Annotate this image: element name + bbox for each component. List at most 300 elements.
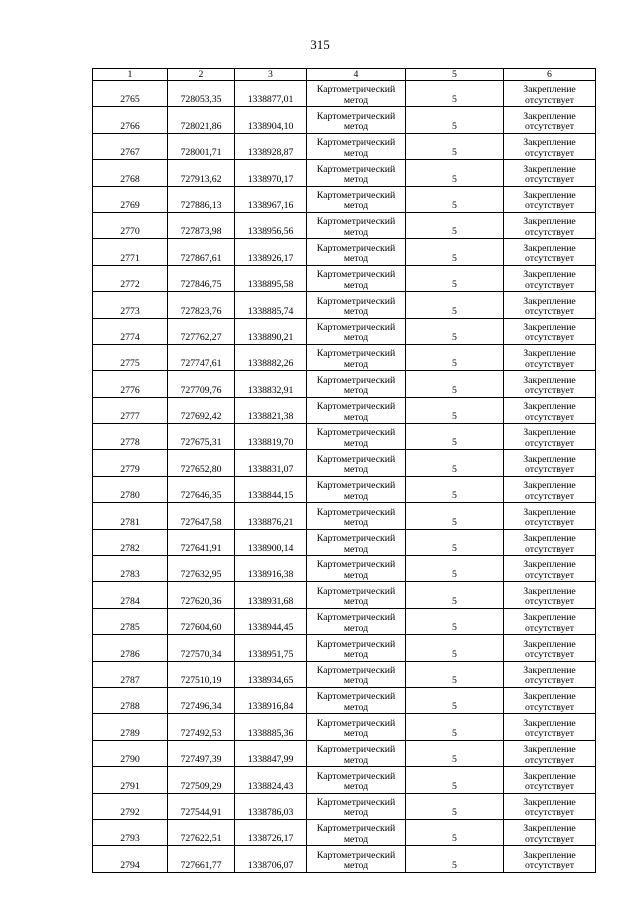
x-coordinate-cell: 727692,42 xyxy=(168,397,235,423)
x-coordinate-cell: 727913,62 xyxy=(168,160,235,186)
method-cell xyxy=(307,503,406,529)
y-coordinate-cell: 1338726,17 xyxy=(235,819,307,845)
method-line-1: Картометрический xyxy=(316,664,396,676)
method-cell xyxy=(307,81,406,107)
y-coordinate-cell: 1338967,16 xyxy=(235,186,307,212)
precision-cell: 5 xyxy=(406,160,504,186)
point-number-cell: 2781 xyxy=(93,503,168,529)
method-line-1: Картометрический xyxy=(316,137,396,149)
method-line-1: Картометрический xyxy=(316,295,396,307)
x-coordinate-cell: 727509,29 xyxy=(168,767,235,793)
method-line-1: Картометрический xyxy=(316,348,396,360)
method-cell xyxy=(307,476,406,502)
point-number-cell: 2766 xyxy=(93,107,168,133)
precision-cell: 5 xyxy=(406,476,504,502)
column-header: 1 xyxy=(93,69,168,81)
y-coordinate-cell: 1338890,21 xyxy=(235,318,307,344)
y-coordinate-cell: 1338832,91 xyxy=(235,371,307,397)
method-line-1: Картометрический xyxy=(316,612,396,624)
fixing-line-2: отсутствует xyxy=(524,200,574,212)
table-row xyxy=(93,503,596,529)
precision-cell: 5 xyxy=(406,318,504,344)
x-coordinate-cell: 727886,13 xyxy=(168,186,235,212)
fixing-cell xyxy=(504,160,596,186)
fixing-line-1: Закрепление xyxy=(523,480,576,492)
column-header: 3 xyxy=(235,69,307,81)
method-line-2: метод xyxy=(343,411,369,423)
precision-cell: 5 xyxy=(406,793,504,819)
method-line-2: метод xyxy=(343,596,369,608)
method-line-2: метод xyxy=(343,649,369,661)
precision-cell: 5 xyxy=(406,186,504,212)
fixing-line-1: Закрепление xyxy=(523,559,576,571)
fixing-line-2: отсутствует xyxy=(524,464,574,476)
point-number-cell: 2770 xyxy=(93,212,168,238)
method-line-1: Картометрический xyxy=(316,717,396,729)
fixing-line-1: Закрепление xyxy=(523,401,576,413)
fixing-cell xyxy=(504,556,596,582)
fixing-line-2: отсутствует xyxy=(524,860,574,872)
method-line-2: метод xyxy=(343,754,369,766)
method-line-2: метод xyxy=(343,358,369,370)
fixing-line-2: отсутствует xyxy=(524,781,574,793)
method-cell xyxy=(307,212,406,238)
fixing-line-2: отсутствует xyxy=(524,121,574,133)
fixing-cell xyxy=(504,767,596,793)
fixing-cell xyxy=(504,635,596,661)
method-line-1: Картометрический xyxy=(316,823,396,835)
method-line-2: метод xyxy=(343,569,369,581)
fixing-line-1: Закрепление xyxy=(523,453,576,465)
point-number-cell: 2790 xyxy=(93,740,168,766)
method-cell xyxy=(307,556,406,582)
point-number-cell: 2793 xyxy=(93,819,168,845)
column-header: 6 xyxy=(504,69,596,81)
x-coordinate-cell: 727873,98 xyxy=(168,212,235,238)
fixing-line-1: Закрепление xyxy=(523,110,576,122)
x-coordinate-cell: 727492,53 xyxy=(168,714,235,740)
method-cell xyxy=(307,635,406,661)
fixing-line-2: отсутствует xyxy=(524,701,574,713)
fixing-line-1: Закрепление xyxy=(523,295,576,307)
method-line-1: Картометрический xyxy=(316,216,396,228)
table-row xyxy=(93,318,596,344)
fixing-cell xyxy=(504,846,596,872)
method-cell xyxy=(307,714,406,740)
table-row xyxy=(93,556,596,582)
method-line-1: Картометрический xyxy=(316,744,396,756)
y-coordinate-cell: 1338786,03 xyxy=(235,793,307,819)
method-line-2: метод xyxy=(343,226,369,238)
x-coordinate-cell: 728021,86 xyxy=(168,107,235,133)
point-number-cell: 2777 xyxy=(93,397,168,423)
precision-cell: 5 xyxy=(406,133,504,159)
method-line-2: метод xyxy=(343,543,369,555)
precision-cell: 5 xyxy=(406,635,504,661)
x-coordinate-cell: 727496,34 xyxy=(168,687,235,713)
fixing-line-1: Закрепление xyxy=(523,796,576,808)
precision-cell: 5 xyxy=(406,819,504,845)
x-coordinate-cell: 727497,39 xyxy=(168,740,235,766)
method-cell xyxy=(307,767,406,793)
table-row xyxy=(93,740,596,766)
point-number-cell: 2773 xyxy=(93,292,168,318)
method-cell xyxy=(307,740,406,766)
x-coordinate-cell: 727709,76 xyxy=(168,371,235,397)
table-row xyxy=(93,819,596,845)
fixing-cell xyxy=(504,81,596,107)
precision-cell: 5 xyxy=(406,767,504,793)
fixing-line-2: отсутствует xyxy=(524,596,574,608)
fixing-line-2: отсутствует xyxy=(524,94,574,106)
fixing-cell xyxy=(504,239,596,265)
method-line-2: метод xyxy=(343,385,369,397)
fixing-cell xyxy=(504,212,596,238)
precision-cell: 5 xyxy=(406,687,504,713)
fixing-line-2: отсутствует xyxy=(524,226,574,238)
precision-cell: 5 xyxy=(406,344,504,370)
y-coordinate-cell: 1338877,01 xyxy=(235,81,307,107)
table-row xyxy=(93,476,596,502)
method-line-1: Картометрический xyxy=(316,453,396,465)
table-row xyxy=(93,450,596,476)
method-cell xyxy=(307,344,406,370)
table-row xyxy=(93,397,596,423)
fixing-line-2: отсутствует xyxy=(524,649,574,661)
column-header: 5 xyxy=(406,69,504,81)
x-coordinate-cell: 728001,71 xyxy=(168,133,235,159)
fixing-line-1: Закрепление xyxy=(523,849,576,861)
fixing-cell xyxy=(504,186,596,212)
x-coordinate-cell: 727646,35 xyxy=(168,476,235,502)
precision-cell: 5 xyxy=(406,846,504,872)
fixing-cell xyxy=(504,318,596,344)
y-coordinate-cell: 1338916,84 xyxy=(235,687,307,713)
header-row xyxy=(93,69,596,81)
precision-cell: 5 xyxy=(406,371,504,397)
method-cell xyxy=(307,819,406,845)
table-row xyxy=(93,687,596,713)
method-line-2: метод xyxy=(343,464,369,476)
point-number-cell: 2792 xyxy=(93,793,168,819)
y-coordinate-cell: 1338876,21 xyxy=(235,503,307,529)
fixing-line-1: Закрепление xyxy=(523,533,576,545)
point-number-cell: 2784 xyxy=(93,582,168,608)
precision-cell: 5 xyxy=(406,265,504,291)
method-line-1: Картометрический xyxy=(316,480,396,492)
fixing-line-2: отсутствует xyxy=(524,807,574,819)
x-coordinate-cell: 727823,76 xyxy=(168,292,235,318)
precision-cell: 5 xyxy=(406,661,504,687)
method-line-1: Картометрический xyxy=(316,559,396,571)
table-row xyxy=(93,81,596,107)
method-cell xyxy=(307,450,406,476)
x-coordinate-cell: 727867,61 xyxy=(168,239,235,265)
fixing-cell xyxy=(504,819,596,845)
fixing-cell xyxy=(504,476,596,502)
point-number-cell: 2778 xyxy=(93,424,168,450)
method-cell xyxy=(307,687,406,713)
y-coordinate-cell: 1338951,75 xyxy=(235,635,307,661)
method-cell xyxy=(307,582,406,608)
method-line-2: метод xyxy=(343,94,369,106)
method-line-1: Картометрический xyxy=(316,401,396,413)
x-coordinate-cell: 727620,36 xyxy=(168,582,235,608)
precision-cell: 5 xyxy=(406,450,504,476)
precision-cell: 5 xyxy=(406,714,504,740)
fixing-line-2: отсутствует xyxy=(524,411,574,423)
point-number-cell: 2775 xyxy=(93,344,168,370)
precision-cell: 5 xyxy=(406,292,504,318)
fixing-cell xyxy=(504,661,596,687)
point-number-cell: 2783 xyxy=(93,556,168,582)
fixing-cell xyxy=(504,608,596,634)
fixing-line-1: Закрепление xyxy=(523,348,576,360)
y-coordinate-cell: 1338904,10 xyxy=(235,107,307,133)
fixing-line-1: Закрепление xyxy=(523,163,576,175)
method-cell xyxy=(307,661,406,687)
table-row xyxy=(93,344,596,370)
method-cell xyxy=(307,133,406,159)
method-line-2: метод xyxy=(343,781,369,793)
fixing-line-1: Закрепление xyxy=(523,137,576,149)
point-number-cell: 2765 xyxy=(93,81,168,107)
table-row xyxy=(93,107,596,133)
method-line-1: Картометрический xyxy=(316,427,396,439)
point-number-cell: 2794 xyxy=(93,846,168,872)
x-coordinate-cell: 727622,51 xyxy=(168,819,235,845)
point-number-cell: 2779 xyxy=(93,450,168,476)
table-row xyxy=(93,608,596,634)
y-coordinate-cell: 1338882,26 xyxy=(235,344,307,370)
method-cell xyxy=(307,318,406,344)
fixing-line-1: Закрепление xyxy=(523,638,576,650)
x-coordinate-cell: 727544,91 xyxy=(168,793,235,819)
y-coordinate-cell: 1338934,65 xyxy=(235,661,307,687)
fixing-line-2: отсутствует xyxy=(524,490,574,502)
method-cell xyxy=(307,292,406,318)
table-row xyxy=(93,133,596,159)
y-coordinate-cell: 1338847,99 xyxy=(235,740,307,766)
fixing-line-1: Закрепление xyxy=(523,506,576,518)
method-line-1: Картометрический xyxy=(316,84,396,96)
fixing-line-1: Закрепление xyxy=(523,269,576,281)
point-number-cell: 2769 xyxy=(93,186,168,212)
table-row xyxy=(93,582,596,608)
precision-cell: 5 xyxy=(406,212,504,238)
y-coordinate-cell: 1338931,68 xyxy=(235,582,307,608)
x-coordinate-cell: 727632,95 xyxy=(168,556,235,582)
x-coordinate-cell: 727661,77 xyxy=(168,846,235,872)
table-row xyxy=(93,186,596,212)
method-line-1: Картометрический xyxy=(316,506,396,518)
method-line-2: метод xyxy=(343,675,369,687)
method-cell xyxy=(307,793,406,819)
x-coordinate-cell: 728053,35 xyxy=(168,81,235,107)
fixing-line-1: Закрепление xyxy=(523,585,576,597)
method-cell xyxy=(307,107,406,133)
column-header: 4 xyxy=(307,69,406,81)
point-number-cell: 2788 xyxy=(93,687,168,713)
method-line-2: метод xyxy=(343,437,369,449)
method-line-1: Картометрический xyxy=(316,638,396,650)
y-coordinate-cell: 1338885,36 xyxy=(235,714,307,740)
method-line-1: Картометрический xyxy=(316,189,396,201)
x-coordinate-cell: 727675,31 xyxy=(168,424,235,450)
method-line-2: метод xyxy=(343,200,369,212)
method-line-1: Картометрический xyxy=(316,796,396,808)
fixing-cell xyxy=(504,529,596,555)
method-cell xyxy=(307,846,406,872)
point-number-cell: 2767 xyxy=(93,133,168,159)
fixing-cell xyxy=(504,397,596,423)
fixing-cell xyxy=(504,107,596,133)
method-line-1: Картометрический xyxy=(316,321,396,333)
table-row xyxy=(93,661,596,687)
method-line-2: метод xyxy=(343,121,369,133)
point-number-cell: 2782 xyxy=(93,529,168,555)
table-row xyxy=(93,239,596,265)
fixing-line-1: Закрепление xyxy=(523,717,576,729)
x-coordinate-cell: 727647,58 xyxy=(168,503,235,529)
method-cell xyxy=(307,239,406,265)
method-line-1: Картометрический xyxy=(316,242,396,254)
y-coordinate-cell: 1338956,56 xyxy=(235,212,307,238)
precision-cell: 5 xyxy=(406,582,504,608)
method-cell xyxy=(307,160,406,186)
precision-cell: 5 xyxy=(406,556,504,582)
table-row xyxy=(93,265,596,291)
point-number-cell: 2768 xyxy=(93,160,168,186)
fixing-line-1: Закрепление xyxy=(523,691,576,703)
method-line-1: Картометрический xyxy=(316,269,396,281)
method-line-2: метод xyxy=(343,332,369,344)
precision-cell: 5 xyxy=(406,608,504,634)
x-coordinate-cell: 727747,61 xyxy=(168,344,235,370)
y-coordinate-cell: 1338885,74 xyxy=(235,292,307,318)
point-number-cell: 2789 xyxy=(93,714,168,740)
table-row xyxy=(93,371,596,397)
method-line-1: Картометрический xyxy=(316,691,396,703)
fixing-cell xyxy=(504,582,596,608)
y-coordinate-cell: 1338824,43 xyxy=(235,767,307,793)
y-coordinate-cell: 1338831,07 xyxy=(235,450,307,476)
method-cell xyxy=(307,186,406,212)
x-coordinate-cell: 727570,34 xyxy=(168,635,235,661)
table-row xyxy=(93,424,596,450)
y-coordinate-cell: 1338895,58 xyxy=(235,265,307,291)
method-line-2: метод xyxy=(343,253,369,265)
x-coordinate-cell: 727641,91 xyxy=(168,529,235,555)
method-line-2: метод xyxy=(343,728,369,740)
point-number-cell: 2771 xyxy=(93,239,168,265)
fixing-line-2: отсутствует xyxy=(524,279,574,291)
fixing-line-1: Закрепление xyxy=(523,427,576,439)
method-cell xyxy=(307,397,406,423)
point-number-cell: 2791 xyxy=(93,767,168,793)
fixing-line-1: Закрепление xyxy=(523,374,576,386)
precision-cell: 5 xyxy=(406,81,504,107)
table-row xyxy=(93,714,596,740)
method-line-1: Картометрический xyxy=(316,110,396,122)
y-coordinate-cell: 1338944,45 xyxy=(235,608,307,634)
method-line-2: метод xyxy=(343,833,369,845)
fixing-line-1: Закрепление xyxy=(523,189,576,201)
fixing-line-2: отсутствует xyxy=(524,622,574,634)
fixing-line-1: Закрепление xyxy=(523,744,576,756)
fixing-line-1: Закрепление xyxy=(523,84,576,96)
fixing-cell xyxy=(504,265,596,291)
precision-cell: 5 xyxy=(406,740,504,766)
fixing-line-2: отсутствует xyxy=(524,543,574,555)
method-line-2: метод xyxy=(343,306,369,318)
fixing-line-1: Закрепление xyxy=(523,321,576,333)
fixing-line-2: отсутствует xyxy=(524,174,574,186)
point-number-cell: 2785 xyxy=(93,608,168,634)
fixing-cell xyxy=(504,424,596,450)
table-row xyxy=(93,846,596,872)
x-coordinate-cell: 727604,60 xyxy=(168,608,235,634)
y-coordinate-cell: 1338819,70 xyxy=(235,424,307,450)
fixing-cell xyxy=(504,344,596,370)
fixing-cell xyxy=(504,292,596,318)
table-row xyxy=(93,292,596,318)
point-number-cell: 2776 xyxy=(93,371,168,397)
fixing-cell xyxy=(504,687,596,713)
table-row xyxy=(93,635,596,661)
y-coordinate-cell: 1338928,87 xyxy=(235,133,307,159)
fixing-cell xyxy=(504,450,596,476)
point-number-cell: 2787 xyxy=(93,661,168,687)
table-row xyxy=(93,212,596,238)
y-coordinate-cell: 1338926,17 xyxy=(235,239,307,265)
fixing-line-2: отсутствует xyxy=(524,385,574,397)
fixing-line-2: отсутствует xyxy=(524,569,574,581)
x-coordinate-cell: 727762,27 xyxy=(168,318,235,344)
fixing-line-1: Закрепление xyxy=(523,216,576,228)
fixing-line-1: Закрепление xyxy=(523,823,576,835)
point-number-cell: 2786 xyxy=(93,635,168,661)
method-cell xyxy=(307,529,406,555)
method-line-1: Картометрический xyxy=(316,770,396,782)
method-line-1: Картометрический xyxy=(316,163,396,175)
method-cell xyxy=(307,371,406,397)
precision-cell: 5 xyxy=(406,503,504,529)
fixing-line-2: отсутствует xyxy=(524,306,574,318)
page-number: 315 xyxy=(310,37,330,52)
method-line-2: метод xyxy=(343,147,369,159)
fixing-line-2: отсутствует xyxy=(524,754,574,766)
table-row xyxy=(93,767,596,793)
precision-cell: 5 xyxy=(406,239,504,265)
table-row xyxy=(93,160,596,186)
point-number-cell: 2780 xyxy=(93,476,168,502)
method-line-2: метод xyxy=(343,622,369,634)
fixing-cell xyxy=(504,793,596,819)
point-number-cell: 2772 xyxy=(93,265,168,291)
method-line-2: метод xyxy=(343,807,369,819)
fixing-line-2: отсутствует xyxy=(524,332,574,344)
column-header: 2 xyxy=(168,69,235,81)
fixing-cell xyxy=(504,740,596,766)
y-coordinate-cell: 1338821,38 xyxy=(235,397,307,423)
point-number-cell: 2774 xyxy=(93,318,168,344)
method-cell xyxy=(307,608,406,634)
fixing-line-2: отсутствует xyxy=(524,437,574,449)
fixing-line-1: Закрепление xyxy=(523,664,576,676)
method-line-1: Картометрический xyxy=(316,585,396,597)
precision-cell: 5 xyxy=(406,107,504,133)
